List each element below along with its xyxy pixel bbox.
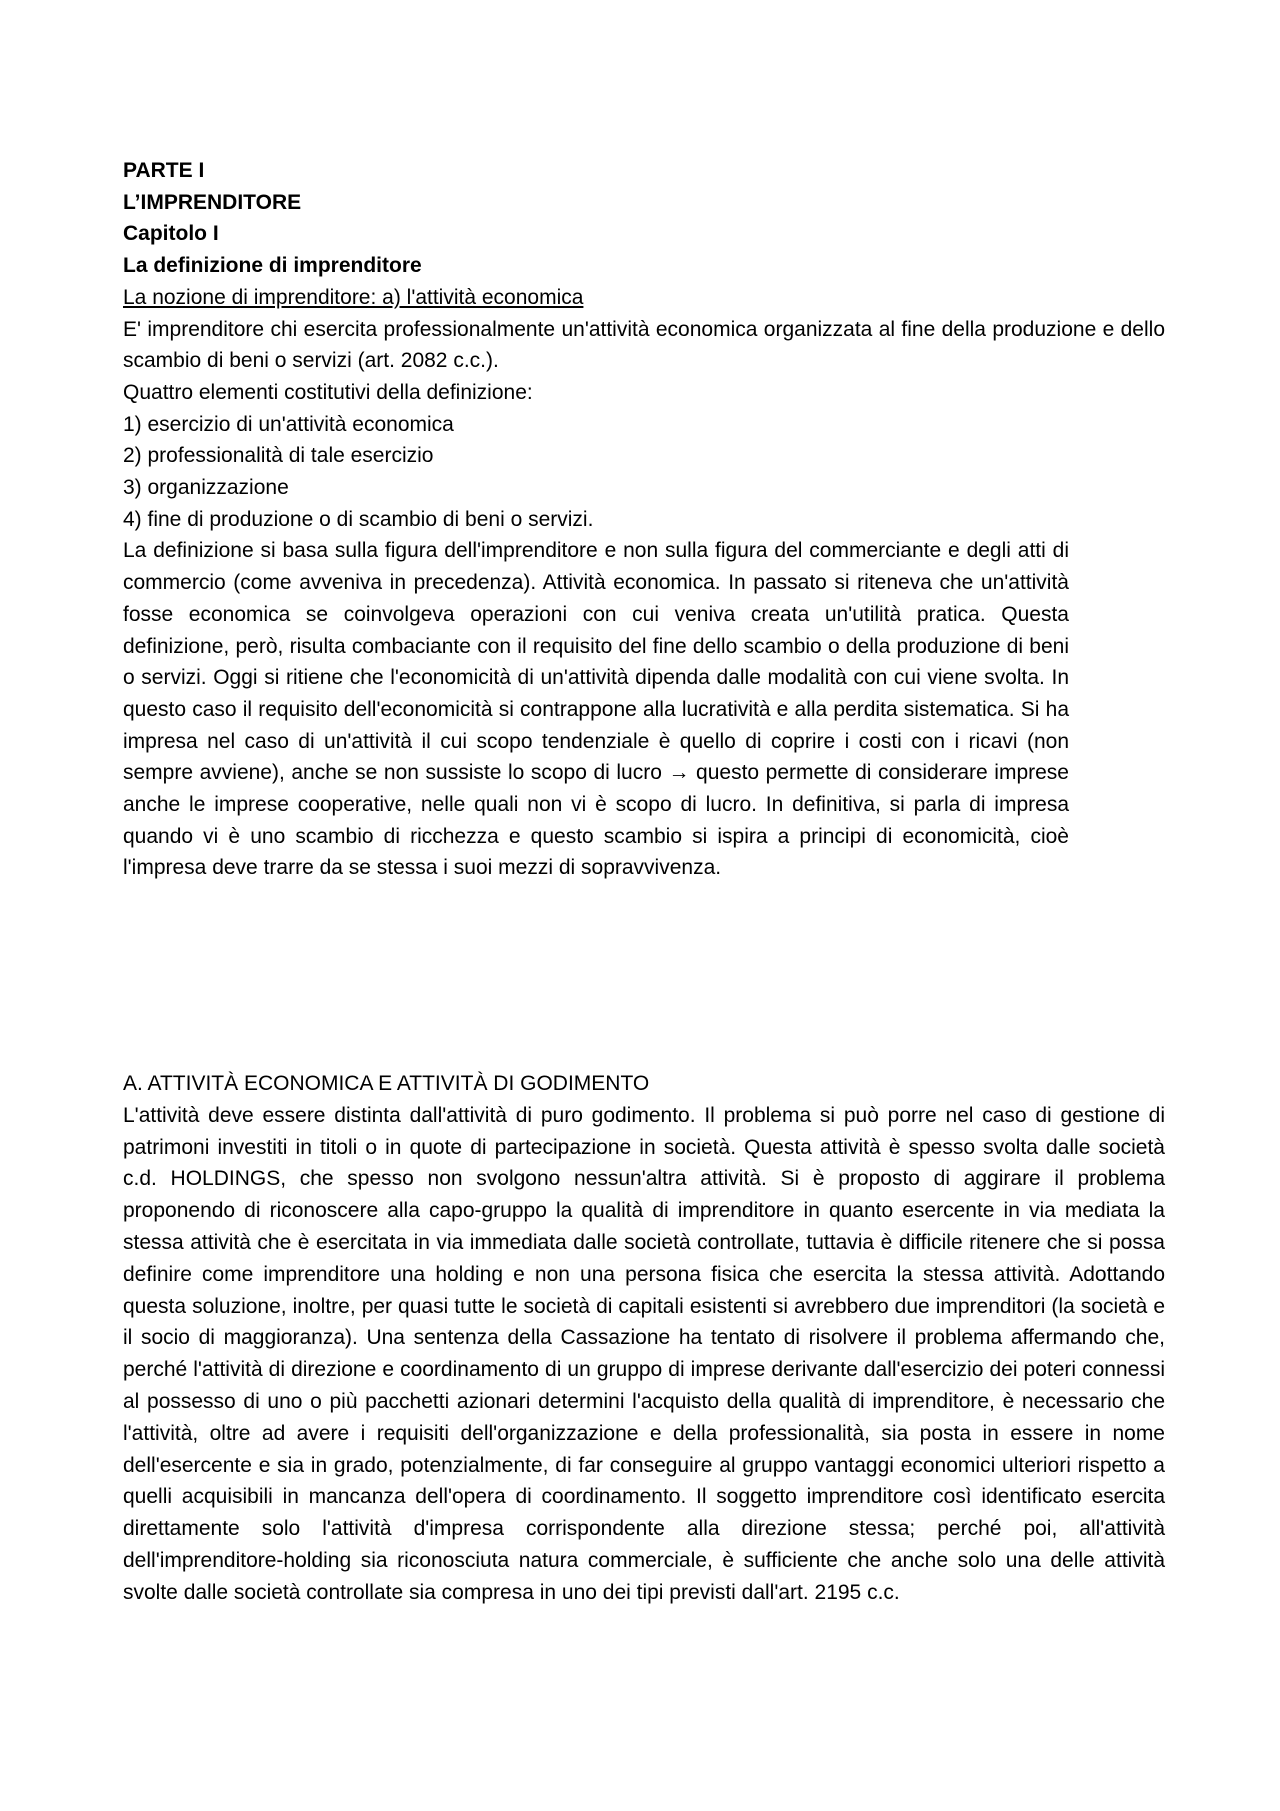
subsection-title: La nozione di imprenditore: a) l'attività economica (123, 285, 584, 309)
section-a (123, 1068, 1165, 1609)
elements-intro: Quattro elementi costitutivi della definizione: (123, 380, 533, 404)
list-item: 3) organizzazione (123, 476, 289, 500)
section-a-title: A. ATTIVITÀ ECONOMICA E ATTIVITÀ DI GODIMENTO (123, 1072, 650, 1095)
part-title: L’IMPRENDITORE (123, 190, 302, 214)
definition-paragraph: E' imprenditore chi esercita professionalmente un'attività economica organizzata al fine della produzione e dello scambio di beni o servizi (art. 2082 c.c.). (123, 317, 1165, 373)
chapter-heading: Capitolo I (123, 222, 219, 246)
document-body (123, 155, 1165, 884)
list-item: 1) esercizio di un'attività economica (123, 412, 454, 436)
chapter-title: La definizione di imprenditore (123, 254, 422, 278)
part-heading: PARTE I (123, 159, 205, 182)
list-item: 4) fine di produzione o di scambio di beni o servizi. (123, 507, 594, 531)
section-a-paragraph: L'attività deve essere distinta dall'attività di puro godimento. Il problema si può porre nel caso di gestione di patrimoni investiti in titoli o in quote di partecipazione in società. Questa attività è spesso svolta dalle società c.d. HOLDINGS, che spesso non svolgono nessun'altra attività. Si è proposto di aggirare il problema proponendo di riconoscere alla capo-gruppo la qualità di imprenditore in quanto esercente in via mediata la stessa attività che è esercitata in via immediata dalle società controllate, tuttavia è difficile ritenere che si possa definire come imprenditore una holding e non una persona fisica che esercita la stessa attività. Adottando questa soluzione, inoltre, per quasi tutte le società di capitali esistenti si avrebbero due imprenditori (la società e il socio di maggioranza). Una sentenza della Cassazione ha tentato di risolvere il problema affermando che, perché l'attività di direzione e coordinamento di un gruppo di imprese derivante dall'esercizio dei poteri connessi al possesso di uno o più pacchetti azionari determini l'acquisto della qualità di imprenditore, è necessario che l'attività, oltre ad avere i requisiti dell'organizzazione e della professionalità, sia posta in essere in nome dell'esercente e sia in grado, potenzialmente, di far conseguire al gruppo vantaggi economici ulteriori rispetto a quelli acquisibili in mancanza dell'opera di coordinamento. Il soggetto imprenditore così identificato esercita direttamente solo l'attività d'impresa corrispondente alla direzione stessa; perché poi, all'attività dell'imprenditore-holding sia riconosciuta natura commerciale, è sufficiente che anche solo una delle attività svolte dalle società controllate sia compresa in uno dei tipi previsti dall'art. 2195 c.c. (123, 1103, 1165, 1604)
body-paragraph: La definizione si basa sulla figura dell'imprenditore e non sulla figura del commerciante e degli atti di commercio (come avveniva in precedenza). Attività economica. In passato si riteneva che un'attività fosse economica se coinvolgeva operazioni con cui veniva creata un'utilità pratica. Questa definizione, però, risulta combaciante con il requisito del fine dello scambio o della produzione di beni o servizi. Oggi si ritiene che l'economicità di un'attività dipenda dalle modalità con cui viene svolta. In questo caso il requisito dell'economicità si contrappone alla lucratività e alla perdita sistematica. Si ha impresa nel caso di un'attività il cui scopo tendenziale è quello di coprire i costi con i ricavi (non sempre avviene), anche se non sussiste lo scopo di lucro → questo permette di considerare imprese anche le imprese cooperative, nelle quali non vi è scopo di lucro. In definitiva, si parla di impresa quando vi è uno scambio di ricchezza e questo scambio si ispira a principi di economicità, cioè l'impresa deve trarre da se stessa i suoi mezzi di sopravvivenza. (123, 539, 1069, 880)
list-item: 2) professionalità di tale esercizio (123, 444, 434, 468)
